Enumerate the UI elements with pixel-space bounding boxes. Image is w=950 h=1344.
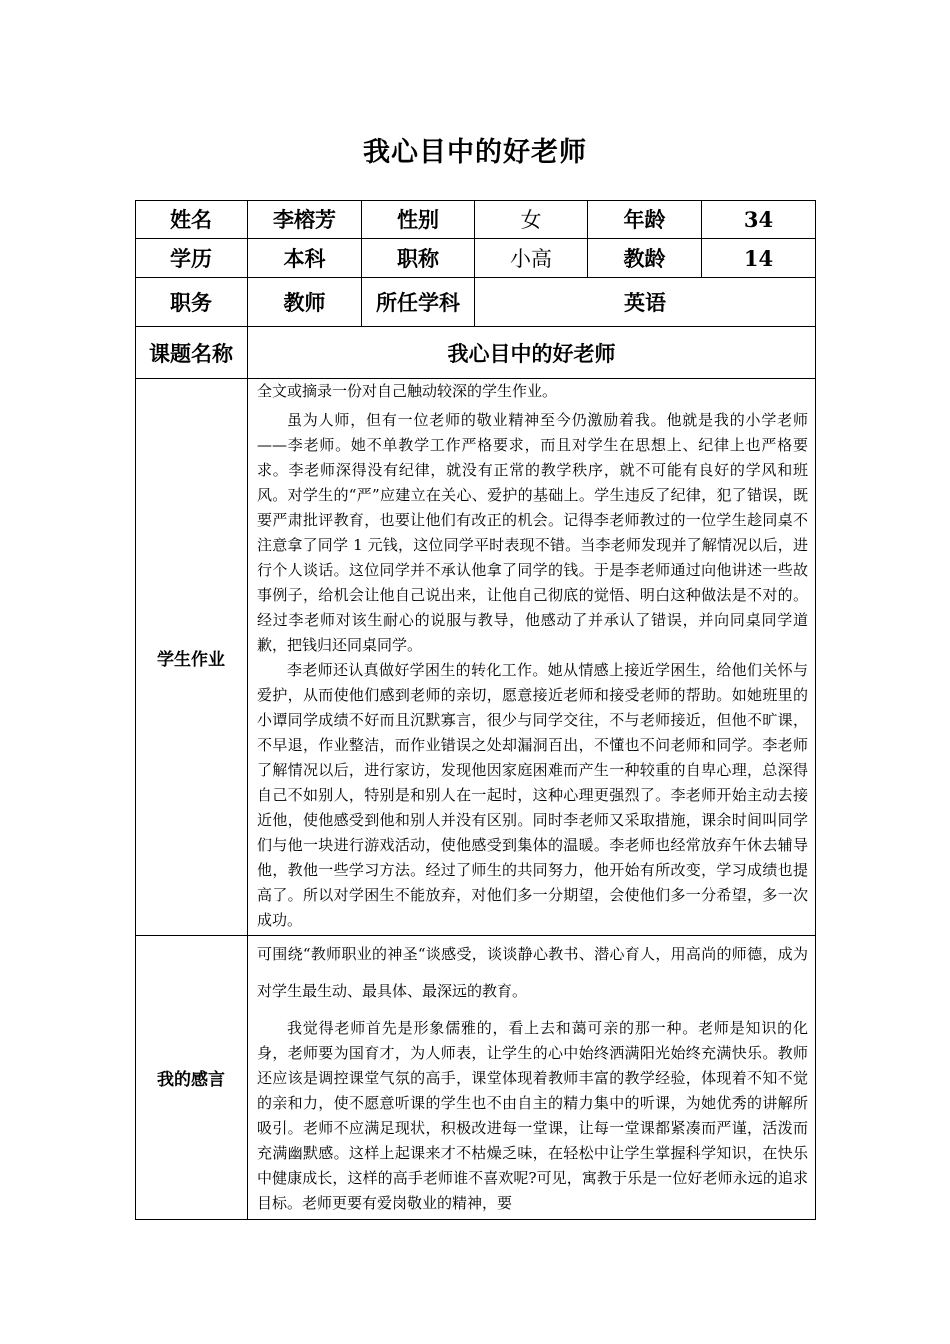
teaching-years-value: 14: [743, 245, 774, 271]
feelings-instruction: 可围绕“教师职业的神圣“谈感受，谈谈静心教书、潜心育人，用高尚的师德，成为对学生最生动、最具体、最深远的教育。: [257, 945, 808, 1000]
subject-label: 所任学科: [376, 290, 460, 315]
name-value: 李榕芳: [273, 207, 336, 232]
homework-content: [257, 379, 808, 933]
subject-value: 英语: [624, 290, 666, 315]
feelings-content: [257, 936, 808, 1218]
position-label: 职务: [170, 290, 212, 315]
homework-paragraph: 虽为人师，但有一位老师的敬业精神至今仍激励着我。他就是我的小学老师——李老师。她不单教学工作严格要求，而且对学生在思想上、纪律上也严格要求。李老师深得没有纪律，就没有正常的教学秩序，就不可能有良好的学风和班风。对学生的“严”应建立在关心、爱护的基础上。学生违反了纪律，犯了错误，既要严肃批评教育，也要让他们有改正的机会。记得李老师教过的一位学生趁同桌不注意拿了同学 1 元钱，这位同学平时表现不错。当李老师发现并了解情况以后，进行个人谈话。这位同学并不承认他拿了同学的钱。于是李老师通过向他讲述一些故事例子，给机会让他自己说出来，让他自己彻底的觉悟、明白这种做法是不对的。经过李老师对该生耐心的说服与教导，他感动了并承认了错误，并向同桌同学道歉，把钱归还同桌同学。: [257, 411, 808, 654]
topic-value: 我心目中的好老师: [447, 340, 616, 366]
education-value: 本科: [283, 246, 326, 271]
age-value: 34: [743, 206, 774, 232]
gender-value: 女: [520, 208, 542, 232]
feelings-label: 我的感言: [157, 1070, 225, 1090]
education-label: 学历: [170, 246, 212, 271]
rank-label: 职称: [397, 246, 439, 271]
rank-value: 小高: [510, 247, 552, 271]
teacher-form-table: [135, 200, 816, 1220]
gender-label: 性别: [397, 207, 439, 232]
name-label: 姓名: [170, 207, 212, 232]
teaching-years-label: 教龄: [623, 246, 666, 271]
topic-label: 课题名称: [149, 340, 233, 366]
homework-paragraph: 李老师还认真做好学困生的转化工作。她从情感上接近学困生，给他们关怀与爱护，从而使他们感到老师的亲切，愿意接近老师和接受老师的帮助。如她班里的小谭同学成绩不好而且沉默寡言，很少与同学交往，不与老师接近，但他不旷课，不早退，作业整洁，而作业错误之处却漏洞百出，不懂也不问老师和同学。李老师了解情况以后，进行家访，发现他因家庭困难而产生一种较重的自卑心理，总深得自己不如别人，特别是和别人在一起时，这种心理更强烈了。李老师开始主动去接近他，使他感受到他和别人并没有区别。同时李老师又采取措施，课余时间叫同学们与他一块进行游戏活动，使他感受到集体的温暖。李老师也经常放弃午休去辅导他，教他一些学习方法。经过了师生的共同努力，他开始有所改变，学习成绩也提高了。所以对学困生不能放弃，对他们多一分期望，会使他们多一分希望，多一次成功。: [257, 661, 808, 929]
homework-label: 学生作业: [157, 649, 225, 670]
homework-instruction: 全文或摘录一份对自己触动较深的学生作业。: [257, 382, 558, 400]
position-value: 教师: [283, 290, 326, 315]
feelings-paragraph: 我觉得老师首先是形象儒雅的，看上去和蔼可亲的那一种。老师是知识的化身，老师要为国育才，为人师表，让学生的心中始终洒满阳光始终充满快乐。教师还应该是调控课堂气氛的高手，课堂体现着教师丰富的教学经验，体现着不知不觉的亲和力，使不愿意听课的学生也不由自主的精力集中的听课，为她优秀的讲解所吸引。老师不应满足现状，积极改进每一堂课，让每一堂课都紧凑而严谨，活泼而充满幽默感。这样上起课来才不枯燥乏味，在轻松中让学生掌握科学知识，在快乐中健康成长，这样的高手老师谁不喜欢呢?可见，寓教于乐是一位好老师永远的追求目标。老师更要有爱岗敬业的精神，要: [257, 1019, 808, 1212]
age-label: 年龄: [623, 207, 666, 232]
page-title: 我心目中的好老师: [363, 137, 587, 168]
